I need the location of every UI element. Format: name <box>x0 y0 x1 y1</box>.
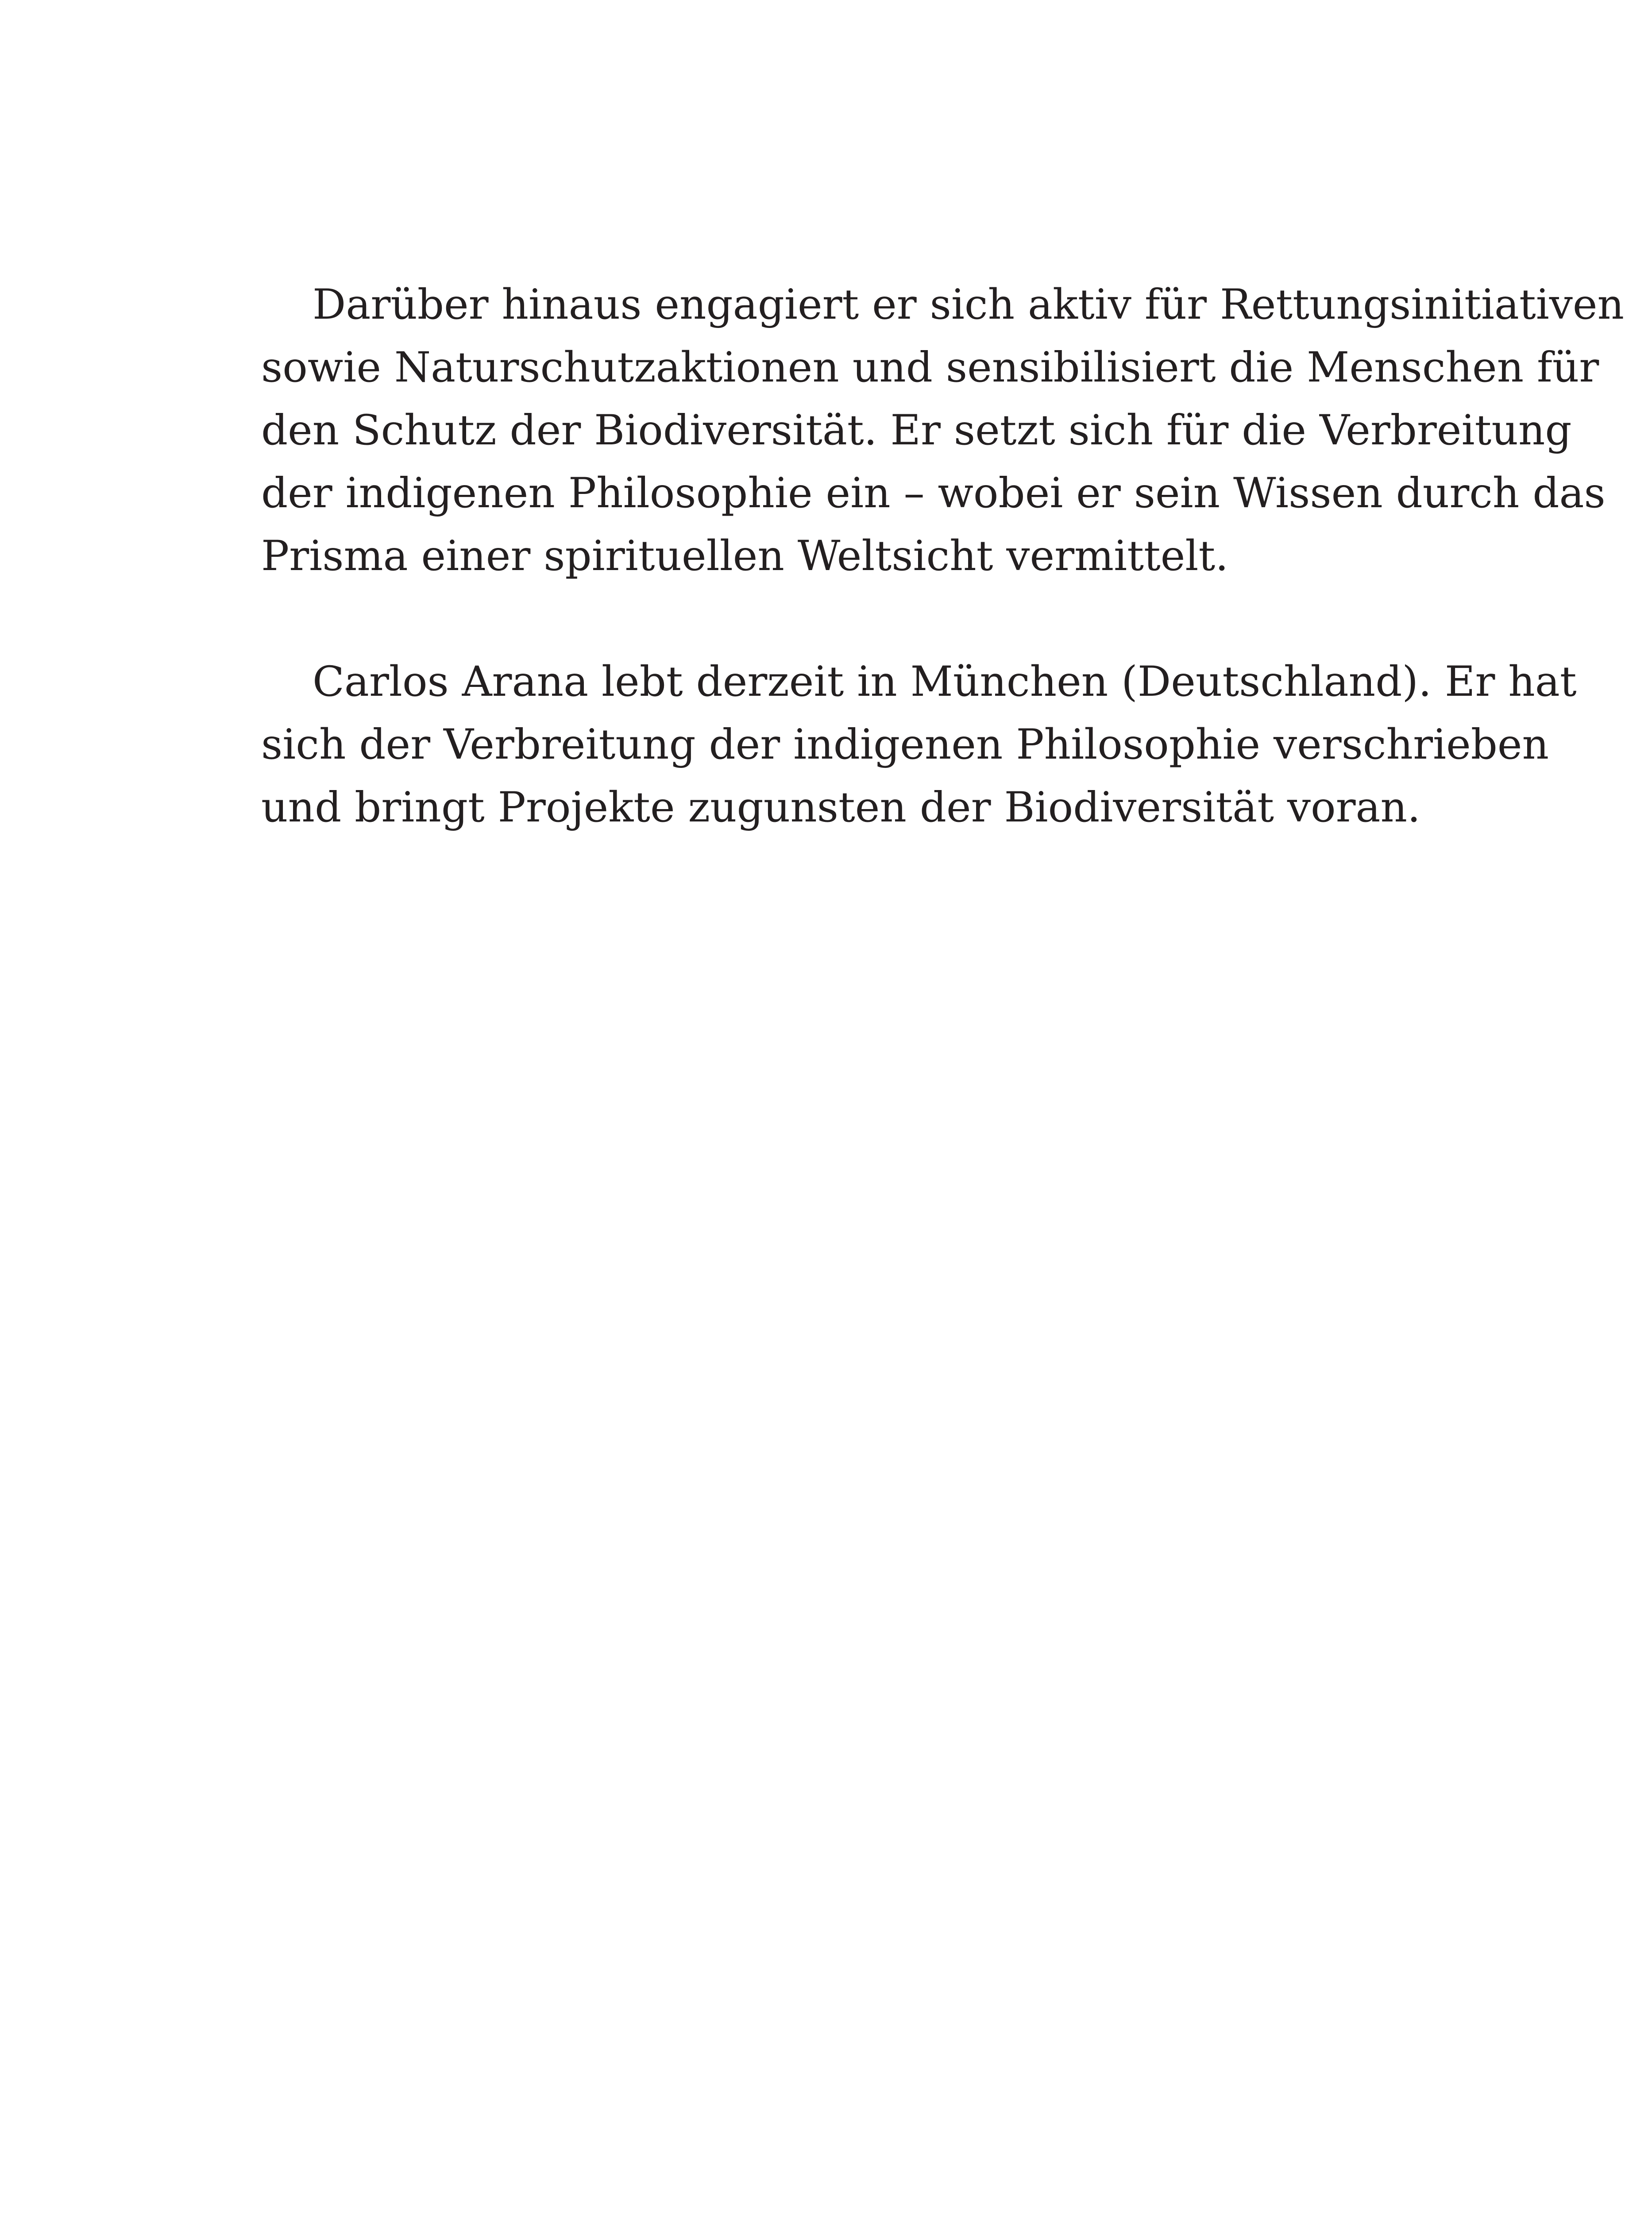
paragraph-2-line-1: Carlos Arana lebt derzeit in München (Deutschland). Er hat <box>313 658 1577 706</box>
paragraph-2-line-3: und bringt Projekte zugunsten der Biodiversität voran. <box>261 783 1420 832</box>
paragraph-2-line-2: sich der Verbreitung der indigenen Philosophie verschrieben <box>261 721 1549 769</box>
paragraph-spacer <box>261 588 1386 651</box>
paragraph-1 <box>261 274 1625 588</box>
paragraph-2 <box>261 651 1577 839</box>
paragraph-1-line-4: der indigenen Philosophie ein – wobei er sein Wissen durch das <box>261 469 1606 517</box>
paragraph-1-line-1: Darüber hinaus engagiert er sich aktiv für Rettungsinitiativen <box>313 281 1625 329</box>
body-text <box>261 274 1625 839</box>
paragraph-1-line-3: den Schutz der Biodiversität. Er setzt sich für die Verbreitung <box>261 406 1572 455</box>
paragraph-1-line-2: sowie Naturschutzaktionen und sensibilisiert die Menschen für <box>261 343 1599 392</box>
paragraph-1-line-5: Prisma einer spirituellen Weltsicht vermittelt. <box>261 532 1229 580</box>
